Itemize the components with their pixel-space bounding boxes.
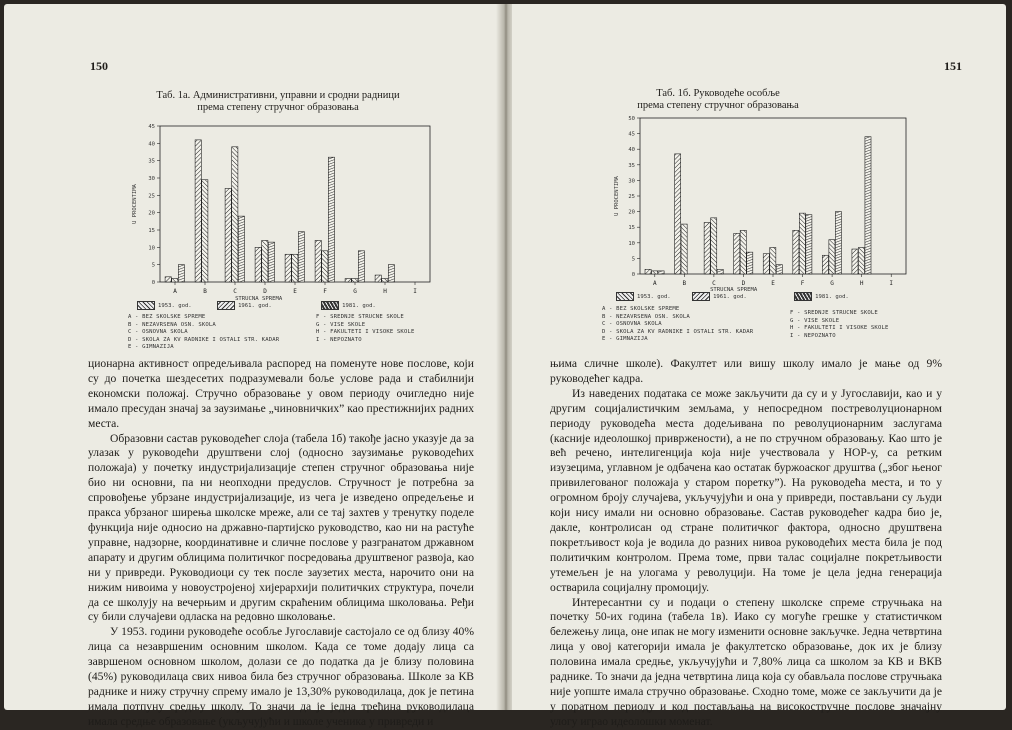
legend-code: C - OSNOVNA SKOLA [128,329,188,336]
bar-H-2 [865,137,871,274]
bar-G-1 [352,279,358,282]
bar-C-1 [711,218,717,274]
y-tick-label: 45 [148,124,155,130]
legend-label: 1981. god. [342,303,376,309]
legend-label: 1953. god. [158,303,192,309]
legend-code: B - NEZAVRSENA OSN. SKOLA [602,313,690,320]
bar-H-2 [388,265,394,282]
x-axis-title: STRUCNA SPREMA [710,287,758,293]
bar-C-0 [704,223,710,274]
x-tick-label: E [293,288,297,295]
y-tick-label: 5 [631,256,635,263]
bar-G-1 [829,240,835,274]
bar-chart-management [612,116,912,288]
body-text [88,357,474,730]
x-tick-label: C [712,280,716,287]
bar-H-1 [858,247,864,274]
x-tick-label: H [859,280,864,287]
paragraph: Образовни састав руководећег слоја (табела 1б) такође јасно указује да за улазак у руководећи друштвени слој (односно заузимање руководећих положаја) у почетку индустријализације степен стручног образовања није био ни основни, па ни неопходни предуслов. Стручност је потребна за спровођење убрзане индустријализације, из чега је изведено опредељење и пракса убрзаног ширења школске мреже, али се тај захтев у тренутку поделе функција није односио на државно-партијско руководство, као ни на растуће управне, надзорне, координативне и сличне послове у разгранатом државном апарату и другим облицима политичког посредовања друштвеног развоја, као ни у привреди. Руководиоци су тек после заузетих места, нарочито они на нижим нивоима у новоустројеној хијерархији политичких структура, почели да се школују на вечерњим и другим скраћеним облицима школовања. Ређи су били случајеви одласка на редовно школовање. [88,431,474,624]
paragraph: ционарна активност опредељивала распоред на поменуте нове послове, који су до почетка шездесетих подразумевали боље услове рада и стабилнији економски положај. Стручно образовање у овом периоду очигледно није имало пресудан значај за заузимање „чиновничких” као престижнијих радних места. [88,357,474,430]
y-tick-label: 15 [148,228,155,234]
bar-C-2 [717,269,723,274]
bar-F-1 [322,251,328,282]
legend-item-1953 [616,294,671,300]
y-tick-label: 40 [148,141,155,148]
legend-code: I - NEPOZNATO [790,332,836,339]
x-tick-label: C [233,288,237,295]
legend-code: E - GIMNAZIJA [602,336,648,343]
hatch-swatch-1981 [794,292,812,301]
bar-F-1 [799,213,805,274]
legend-code: H - FAKULTETI I VISOKE SKOLE [790,325,889,332]
bar-D-0 [255,247,261,282]
hatch-swatch-1961 [217,301,235,310]
legend-item-1981 [794,294,849,300]
x-tick-label: D [263,288,267,295]
y-tick-label: 35 [148,158,155,165]
y-tick-label: 0 [151,280,155,286]
y-tick-label: 30 [628,178,635,185]
bar-F-0 [793,230,799,274]
bar-F-2 [328,157,334,282]
bar-G-2 [835,212,841,274]
bar-C-2 [238,216,244,282]
bar-F-2 [806,215,812,274]
bar-D-0 [734,233,740,274]
bar-G-2 [358,251,364,282]
chart-title-line: према степену стручног образовања [197,102,359,113]
chart-title [108,90,448,114]
x-tick-label: G [830,280,834,287]
legend-item-1953 [137,303,192,309]
bar-H-0 [852,249,858,274]
paragraph: Интересантни су и подаци о степену школске спреме стручњака на почетку 50-их година (табела 1в). Иако су могуће грешке у статистичком бележењу лица, оне ипак не могу изменити основне закључке. Једна четвртина лица у овој категорији имала је факултетско образовање, док их је близу половина имала средње, укључујући и 7,80% лица са школом за КВ и ВКВ раднике. То значи да једна четвртина лица која су обављала послове стручњака није уопште имала стручно образовање. Сходно томе, може се закључити да је у поратном периоду и код постављања на високостручне послове значајну улогу играо идеолошки моменат. [550,595,942,728]
legend-code: A - BEZ SKOLSKE SPREME [128,314,206,320]
bar-B-0 [675,154,681,274]
y-tick-label: 30 [148,176,155,182]
bar-D-2 [268,242,274,282]
x-tick-label: F [800,280,805,287]
bar-G-0 [822,255,828,274]
left-page [4,4,500,728]
legend-item-1961 [692,287,758,301]
bar-E-1 [770,247,776,274]
legend-code: F - SREDNJE STRUCNE SKOLE [316,314,404,320]
y-tick-label: 10 [148,245,155,252]
legend-code: G - VISE SKOLE [790,317,840,324]
legend-code: C - OSNOVNA SKOLA [602,321,662,328]
year-legend [137,296,376,310]
y-tick-label: 45 [628,131,635,138]
legend-label: 1961. god. [713,294,747,300]
chart-title-line: према степену стручног образовања [637,100,799,111]
x-tick-label: A [652,280,657,287]
legend-code: G - VISE SKOLE [316,321,366,328]
y-tick-label: 25 [628,194,635,200]
x-tick-label: E [771,280,775,287]
bar-D-1 [262,240,268,282]
paragraph: њима сличне школе). Факултет или вишу школу имало је мање од 9% руководећег кадра. [550,357,942,385]
bar-C-0 [225,188,231,282]
bar-D-1 [740,230,746,274]
legend-code: D - SKOLA ZA KV RADNIKE I OSTALI STR. KADAR [128,336,280,343]
y-tick-label: 20 [148,210,155,217]
x-tick-label: I [889,280,894,287]
hatch-swatch-1981 [321,301,339,310]
bar-A-2 [658,271,664,274]
legend-item-1961 [217,296,283,310]
legend-code: A - BEZ SKOLSKE SPREME [602,306,680,312]
chart-title [588,88,848,112]
legend-label: 1953. god. [637,294,671,300]
bar-D-2 [747,252,753,274]
y-tick-label: 50 [628,116,635,122]
bar-H-0 [375,275,381,282]
y-tick-label: 40 [628,147,635,154]
hatch-swatch-1953 [137,301,155,310]
page-number: 151 [944,59,962,73]
legend-code: D - SKOLA ZA KV RADNIKE I OSTALI STR. KADAR [602,328,754,335]
bar-F-0 [315,240,321,282]
paragraph: У 1953. години руководеће особље Југославије састојало се од близу 40% лица са незавршеним основним школом. Када се томе додају лица са завршеном основном школом, долази се до податка да је близу половина (45%) руководилаца свих нивоа била без стручног образовања. Школе за КВ раднике и нижу стручну спрему имало је 13,30% руководилаца, док је петина имала потпуну средњу школу. То значи да је једна трећина руководилаца имала средње образовање (укључујући и школе ученика у привреди и [88,625,474,728]
y-tick-label: 10 [628,240,635,247]
x-tick-label: B [203,288,207,295]
x-tick-label: F [323,288,327,295]
bar-A-0 [165,277,171,282]
legend-code: E - GIMNAZIJA [128,344,174,351]
legend-label: 1981. god. [815,294,849,300]
hatch-swatch-1953 [616,292,634,301]
category-legend-right [316,314,415,344]
y-tick-label: 5 [151,262,155,269]
x-tick-label: G [353,288,357,295]
bar-A-2 [178,265,184,282]
legend-code: H - FAKULTETI I VISOKE SKOLE [316,329,415,336]
legend-code: F - SREDNJE STRUCNE SKOLE [790,310,878,316]
bar-E-0 [285,254,291,282]
bar-E-1 [292,254,298,282]
y-tick-label: 20 [628,209,635,216]
legend-label: 1961. god. [238,303,272,309]
x-tick-label: B [682,280,687,287]
bar-B-1 [681,224,687,274]
bar-chart-administrative [130,122,430,298]
page-number: 150 [90,59,108,73]
bar-A-1 [652,271,658,274]
bar-E-2 [298,232,304,282]
x-tick-label: I [413,288,417,295]
legend-code: B - NEZAVRSENA OSN. SKOLA [128,321,216,328]
paragraph: Из наведених података се може закључити да су и у Југославији, као и у другим социјалистичким земљама, у непосредном постреволуционарном периоду руководећа места додељивана по револуционарним заслугама (касније идеолошкој привржености), а не по стручном образовању. Као што је већ речено, интелигенција која није учествовала у НОР-у, са ретким изузецима, углавном је одбачена као остатак буржоаског друштва („због њеног привилегованог положаја у старом поретку”). На руководећа места, и то у огромном броју случајева, укључујући и она у привреди, постављани су људи који нису имали ни основно образовање. Састав руководећег кадра био је, дакле, контролисан од стране политичког фактора, односно друштвена покретљивост која је водила до разних нивоа руководећих места била је под политичким контролом. Према томе, први талас социјалне покретљивости утемељен је на улогама у револуцији. На томе је цела једна генерација остварила социјалну промоцију. [550,386,942,594]
chart-title-line: Таб. 1а. Административни, управни и сродни радници [156,90,400,101]
bar-B-1 [202,180,208,282]
bar-E-0 [763,254,769,274]
chart-title-line: Таб. 1б. Руководеће особље [656,88,780,99]
y-tick-label: 0 [631,272,635,278]
year-legend [616,287,849,301]
legend-code: I - NEPOZNATO [316,336,362,343]
x-tick-label: A [173,288,177,295]
body-text [550,357,942,730]
right-page [512,4,1006,728]
bar-E-2 [776,265,782,274]
x-axis-title: STRUCNA SPREMA [235,296,283,302]
x-tick-label: D [741,280,746,287]
y-axis-label: U PROCENTIMA [132,184,138,224]
y-axis-label: U PROCENTIMA [614,176,620,216]
bar-A-1 [172,279,178,282]
hatch-swatch-1961 [692,292,710,301]
legend-item-1981 [321,303,376,309]
bar-B-0 [195,140,201,282]
y-tick-label: 15 [628,225,635,232]
bar-G-0 [345,279,351,282]
x-tick-label: H [383,288,387,295]
y-tick-label: 35 [628,162,635,169]
bar-A-0 [645,269,651,274]
y-tick-label: 25 [148,193,155,200]
bar-C-1 [232,147,238,282]
category-legend-right [790,310,889,340]
category-legend-left [602,306,753,344]
category-legend-left [128,314,279,352]
bar-H-1 [382,279,388,282]
